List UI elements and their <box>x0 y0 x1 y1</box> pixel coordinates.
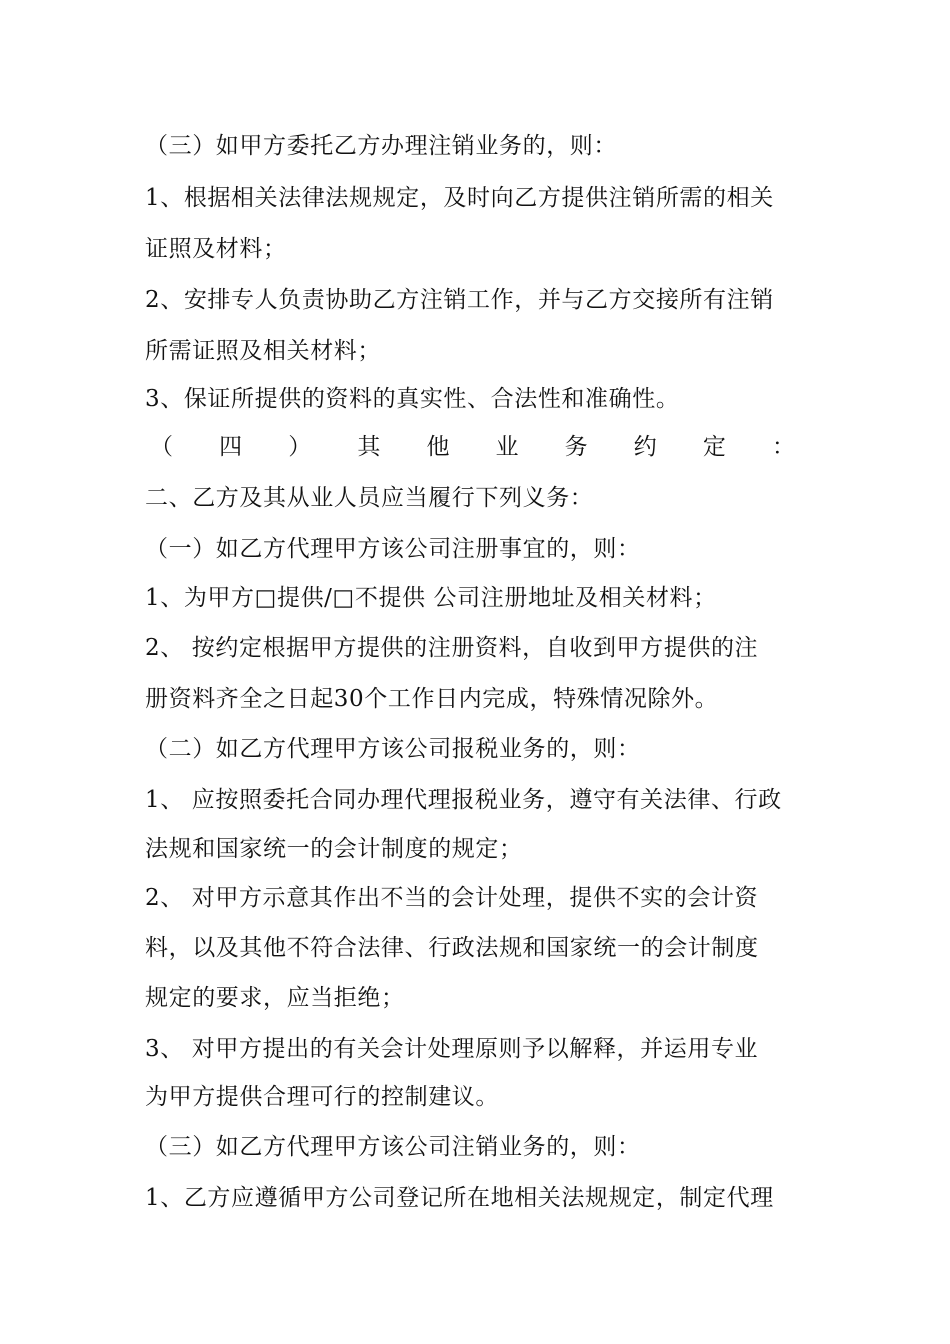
text-line: 2、 按约定根据甲方提供的注册资料，自收到甲方提供的注 <box>145 635 759 661</box>
text-line: 2、安排专人负责协助乙方注销工作，并与乙方交接所有注销 <box>145 287 774 313</box>
text-line: 料，以及其他不符合法律、行政法规和国家统一的会计制度 <box>145 935 759 961</box>
heading-char: 业 <box>495 434 519 460</box>
heading-char: 约 <box>633 434 657 460</box>
heading-char: （ <box>150 434 173 460</box>
text-line: 规定的要求，应当拒绝； <box>145 985 405 1011</box>
heading-char: 务 <box>564 434 588 460</box>
text-line: 1、 应按照委托合同办理代理报税业务，遵守有关法律、行政 <box>145 787 782 813</box>
section-four-heading <box>150 431 795 463</box>
text-line: （一）如乙方代理甲方该公司注册事宜的，则： <box>145 536 641 562</box>
heading-char: 定 <box>702 434 726 460</box>
text-line: 1、为甲方□提供/□不提供 公司注册地址及相关材料； <box>145 585 717 611</box>
text-line: 为甲方提供合理可行的控制建议。 <box>145 1084 499 1110</box>
text-line: 3、 对甲方提出的有关会计处理原则予以解释，并运用专业 <box>145 1036 759 1062</box>
text-line: 所需证照及相关材料； <box>145 338 381 364</box>
text-line: 2、 对甲方示意其作出不当的会计处理，提供不实的会计资 <box>145 885 759 911</box>
heading-char: ： <box>771 434 795 460</box>
text-line: （三）如甲方委托乙方办理注销业务的，则： <box>145 133 617 159</box>
text-line: （三）如乙方代理甲方该公司注销业务的，则： <box>145 1134 641 1160</box>
heading-char: ） <box>288 434 312 460</box>
text-line: 二、乙方及其从业人员应当履行下列义务： <box>145 485 594 511</box>
text-line: 3、保证所提供的资料的真实性、合法性和准确性。 <box>145 386 680 412</box>
heading-char: 其 <box>357 434 381 460</box>
heading-char: 他 <box>426 434 450 460</box>
text-line: 册资料齐全之日起30个工作日内完成，特殊情况除外。 <box>145 686 719 712</box>
text-line: 1、乙方应遵循甲方公司登记所在地相关法规规定，制定代理 <box>145 1185 774 1211</box>
text-line: （二）如乙方代理甲方该公司报税业务的，则： <box>145 736 641 762</box>
heading-char: 四 <box>219 434 243 460</box>
text-line: 证照及材料； <box>145 236 287 262</box>
text-line: 1、根据相关法律法规规定，及时向乙方提供注销所需的相关 <box>145 185 774 211</box>
text-line: 法规和国家统一的会计制度的规定； <box>145 836 523 862</box>
